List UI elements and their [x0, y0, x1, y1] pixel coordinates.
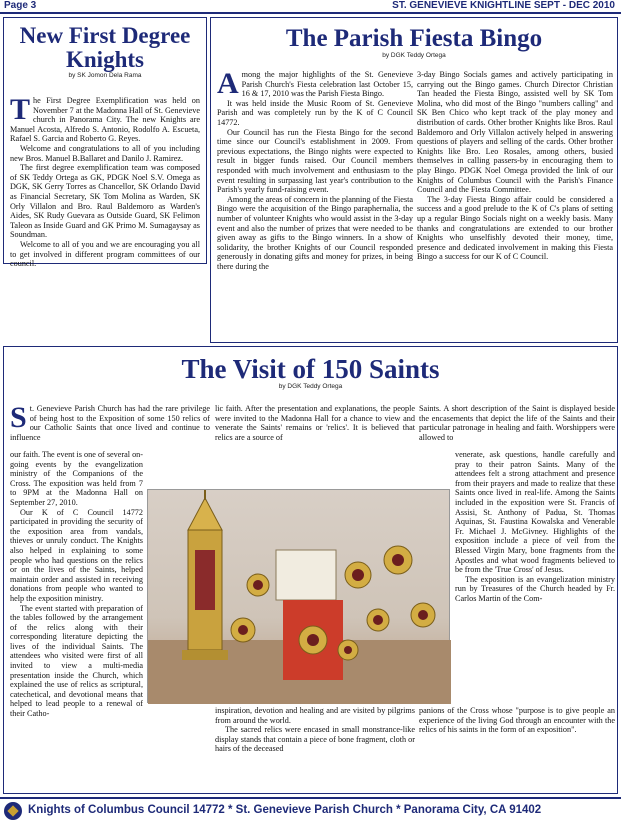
saints-col-1 — [10, 450, 143, 794]
drop-cap: T — [10, 93, 31, 126]
paragraph: The sacred relics were encased in small monstrance-like display stands that contain a piece of bone fragment, cloth or hairs of the deceased — [215, 725, 415, 754]
saints-col-3-top — [419, 404, 615, 452]
article-byline: by SK Jomon Dela Rama — [68, 72, 142, 80]
drop-cap: S — [10, 401, 27, 434]
publication-title: ST. GENEVIEVE KNIGHTLINE SEPT - DEC 2010 — [392, 0, 615, 11]
article-body-left — [217, 67, 413, 340]
paragraph: t. Genevieve Parish Church has had the rare privilege of being host to the Exposition of some 150 relics of our Catholic Saints that once lived and continue to influence — [10, 404, 210, 442]
paragraph: The first degree exemplification team was composed of SK Teddy Ortega as GK, PDGK Noel S.V. Omega as DGK, SK Gerry Torres as Chancellor, SK Orlando David as Financial Secretary, SK Tom Molina as Warden, SK Orly Villalon and Bro. Raul Baldemoro as Warden's Aides, SK Rudy Guevara as Outside Guard, SK Felimon Taleon as Inside Guard and GK Primo M. Sumagaysay as Soundman. — [10, 163, 200, 240]
article-title: The Visit of 150 Saints — [181, 354, 440, 384]
paragraph: Our K of C Council 14772 participated in providing the security of the exposition area from vandals, thieves or unruly conduct. The Knights also helped in explaining to some people who had questions on the relics or on the lives of the Saints, helped maintain order and assisted in receiving donations from people who wanted to help the exposition ministry. — [10, 507, 143, 603]
saints-col-3 — [455, 450, 615, 705]
paragraph: The exposition is an evangelization ministry run by Treasures of the Church headed by Fr. Carlos Martin of the Com- — [455, 574, 615, 603]
article-byline: by DGK Teddy Ortega — [278, 383, 343, 391]
paragraph: Among the areas of concern in the planning of the Fiesta Bingo were the acquisition of the Bingo paraphernalia, the number of volunteer Knights who would assist in the 3-day event and also the number of prizes that were needed to be given away as gifts to the Bingo winners. In a show of solidarity, the brother Knights of our Council responded generously in donating gifts and money for prizes, in being there during the — [217, 194, 413, 271]
paragraph: Our Council has run the Fiesta Bingo for the second time since our Council's establishment in 2009. From previous expectations, the Bingo nights were expected to result in bigger funds raised. Our Council members responded with much involvement and enthusiasm to the event resulting in surpassing last year's contribution to the Parish's yearly fund-raising event. — [217, 127, 413, 195]
paragraph: Saints. A short description of the Saint is displayed beside the encasements that depict the life of the Saints and their particular patronage in healing and faith. Worshippers were allowed to — [419, 404, 615, 442]
article-fiesta-bingo — [210, 17, 618, 343]
paragraph: The 3-day Fiesta Bingo affair could be considered a success and a good prelude to the K of C's plans of setting up a regular Bingo Socials night on a weekly basis. Many thanks and congratulations are extended to our brother Knights who unselfishly devoted their money, time, presence and dedicated involvement in making this Fiesta Bingo a success for our K of C Council. — [417, 194, 613, 262]
article-new-knights — [3, 17, 207, 269]
footer-text: Knights of Columbus Council 14772 * St. Genevieve Parish Church * Panorama City, CA 91402 — [28, 804, 542, 816]
article-title: New First Degree Knights — [19, 23, 191, 73]
paragraph: our faith. The event is one of several on-going events by the evangelization ministry of the Companions of the Cross. The exposition was held from 7 to 9PM at the Madonna Hall on September 27, 2010. — [10, 450, 143, 507]
paragraph: The event started with preparation of the tables followed by the arrangement of the relics along with their corresponding literature depicting the lives of the individual Saints. The attendees who visited were first of all invited to view a multi-media presentation inside the Church, which explained the use of relics as scriptural, catechetical, and devotional means that helped to lead people to a renewal of their Catho- — [10, 603, 143, 719]
kofc-emblem-icon — [4, 802, 22, 820]
paragraph: panions of the Cross whose "purpose is to give people an experience of the living God through an encounter with the relics of his saints in the form of an exposition". — [419, 706, 615, 735]
page-header — [0, 0, 621, 14]
relics-illustration — [148, 490, 451, 704]
article-byline: by DGK Teddy Ortega — [382, 52, 446, 60]
drop-cap: A — [217, 67, 239, 100]
page-footer — [0, 797, 621, 823]
article-title: The Parish Fiesta Bingo — [285, 25, 543, 52]
saints-col-2-top — [215, 404, 415, 452]
document-frame — [276, 550, 336, 600]
paragraph: Welcome and congratulations to all of you including new Bros. Manuel B.Ballaret and Danilo J. Ramirez. — [10, 143, 200, 163]
saints-col-1-top — [10, 401, 210, 452]
paragraph: venerate, ask questions, handle carefully and pray to their patron Saints. Many of the attendees felt a strong attachment and presence from their prayers and made to realize that these Saints once lived in real-life. Among the Saints included in the exposition were St. Francis of Assisi, St. Anthony of Padua, St. Thomas Aquinas, St. Faustina Kowalska and Venerable Fr. Michael J. McGivney. Highlights of the exposition include a piece of veil from the Blessed Virgin Mary, bone fragments from the Apostles and what wood fragments believed to be from the 'True Cross' of Jesus. — [455, 450, 615, 575]
saints-col-2-bottom — [215, 706, 415, 794]
article-body — [10, 93, 200, 269]
paragraph: lic faith. After the presentation and explanations, the people were invited to the Madonna Hall for a chance to view and venerate the Saints' remains or 'relics'. It is believed that relics are a source of — [215, 404, 415, 442]
paragraph: mong the major highlights of the St. Genevieve Parish Church's Fiesta celebration last October 15, 16 & 17, 2010 was the Parish Fiesta Bingo. — [241, 70, 413, 99]
reliquary-tower-icon — [182, 490, 228, 660]
paragraph: Welcome to all of you and we are encouraging you all to get involved in different program committees of our council. — [10, 239, 200, 269]
relics-photo — [147, 489, 450, 703]
article-body-right — [417, 70, 613, 340]
paragraph: inspiration, devotion and healing and are visited by pilgrims from around the world. — [215, 706, 415, 725]
paragraph: It was held inside the Music Room of St. Genevieve Parish and was completely run by the K of C Council 14772. — [217, 98, 413, 127]
saints-col-3-bottom — [419, 706, 615, 794]
paragraph: 3-day Bingo Socials games and actively participating in carrying out the Bingo games. Church Director Christian Tan headed the Fiesta Bingo, assisted well by SK Tom Molina, who did most of the Bingo "numbers calling" and SK Ben Chico who kept track of the play money and distribution of cards. Other brother Knights like Bros. Raul Baldemoro and Orly Villalon actively helped in answering questions of players and selling of the cards. Other brother Knights like Bro. Leo Rosales, among others, busied themselves in calling passers-by in encouraging them to play Bingo. PDGK Noel Omega provided the link of our Knights of Columbus Council with the Parish's Finance Council and the Fiesta Committee. — [417, 70, 613, 195]
page-number: Page 3 — [4, 0, 37, 11]
paragraph: he First Degree Exemplification was held on November 7 at the Madonna Hall of St. Genevieve church in Panorama City. The new Knights are Manuel Acosta, Alfredo S. Antonio, Rodolfo A. Escueta, Rafael S. Garcia and Roberto G. Reyes. — [10, 96, 200, 144]
